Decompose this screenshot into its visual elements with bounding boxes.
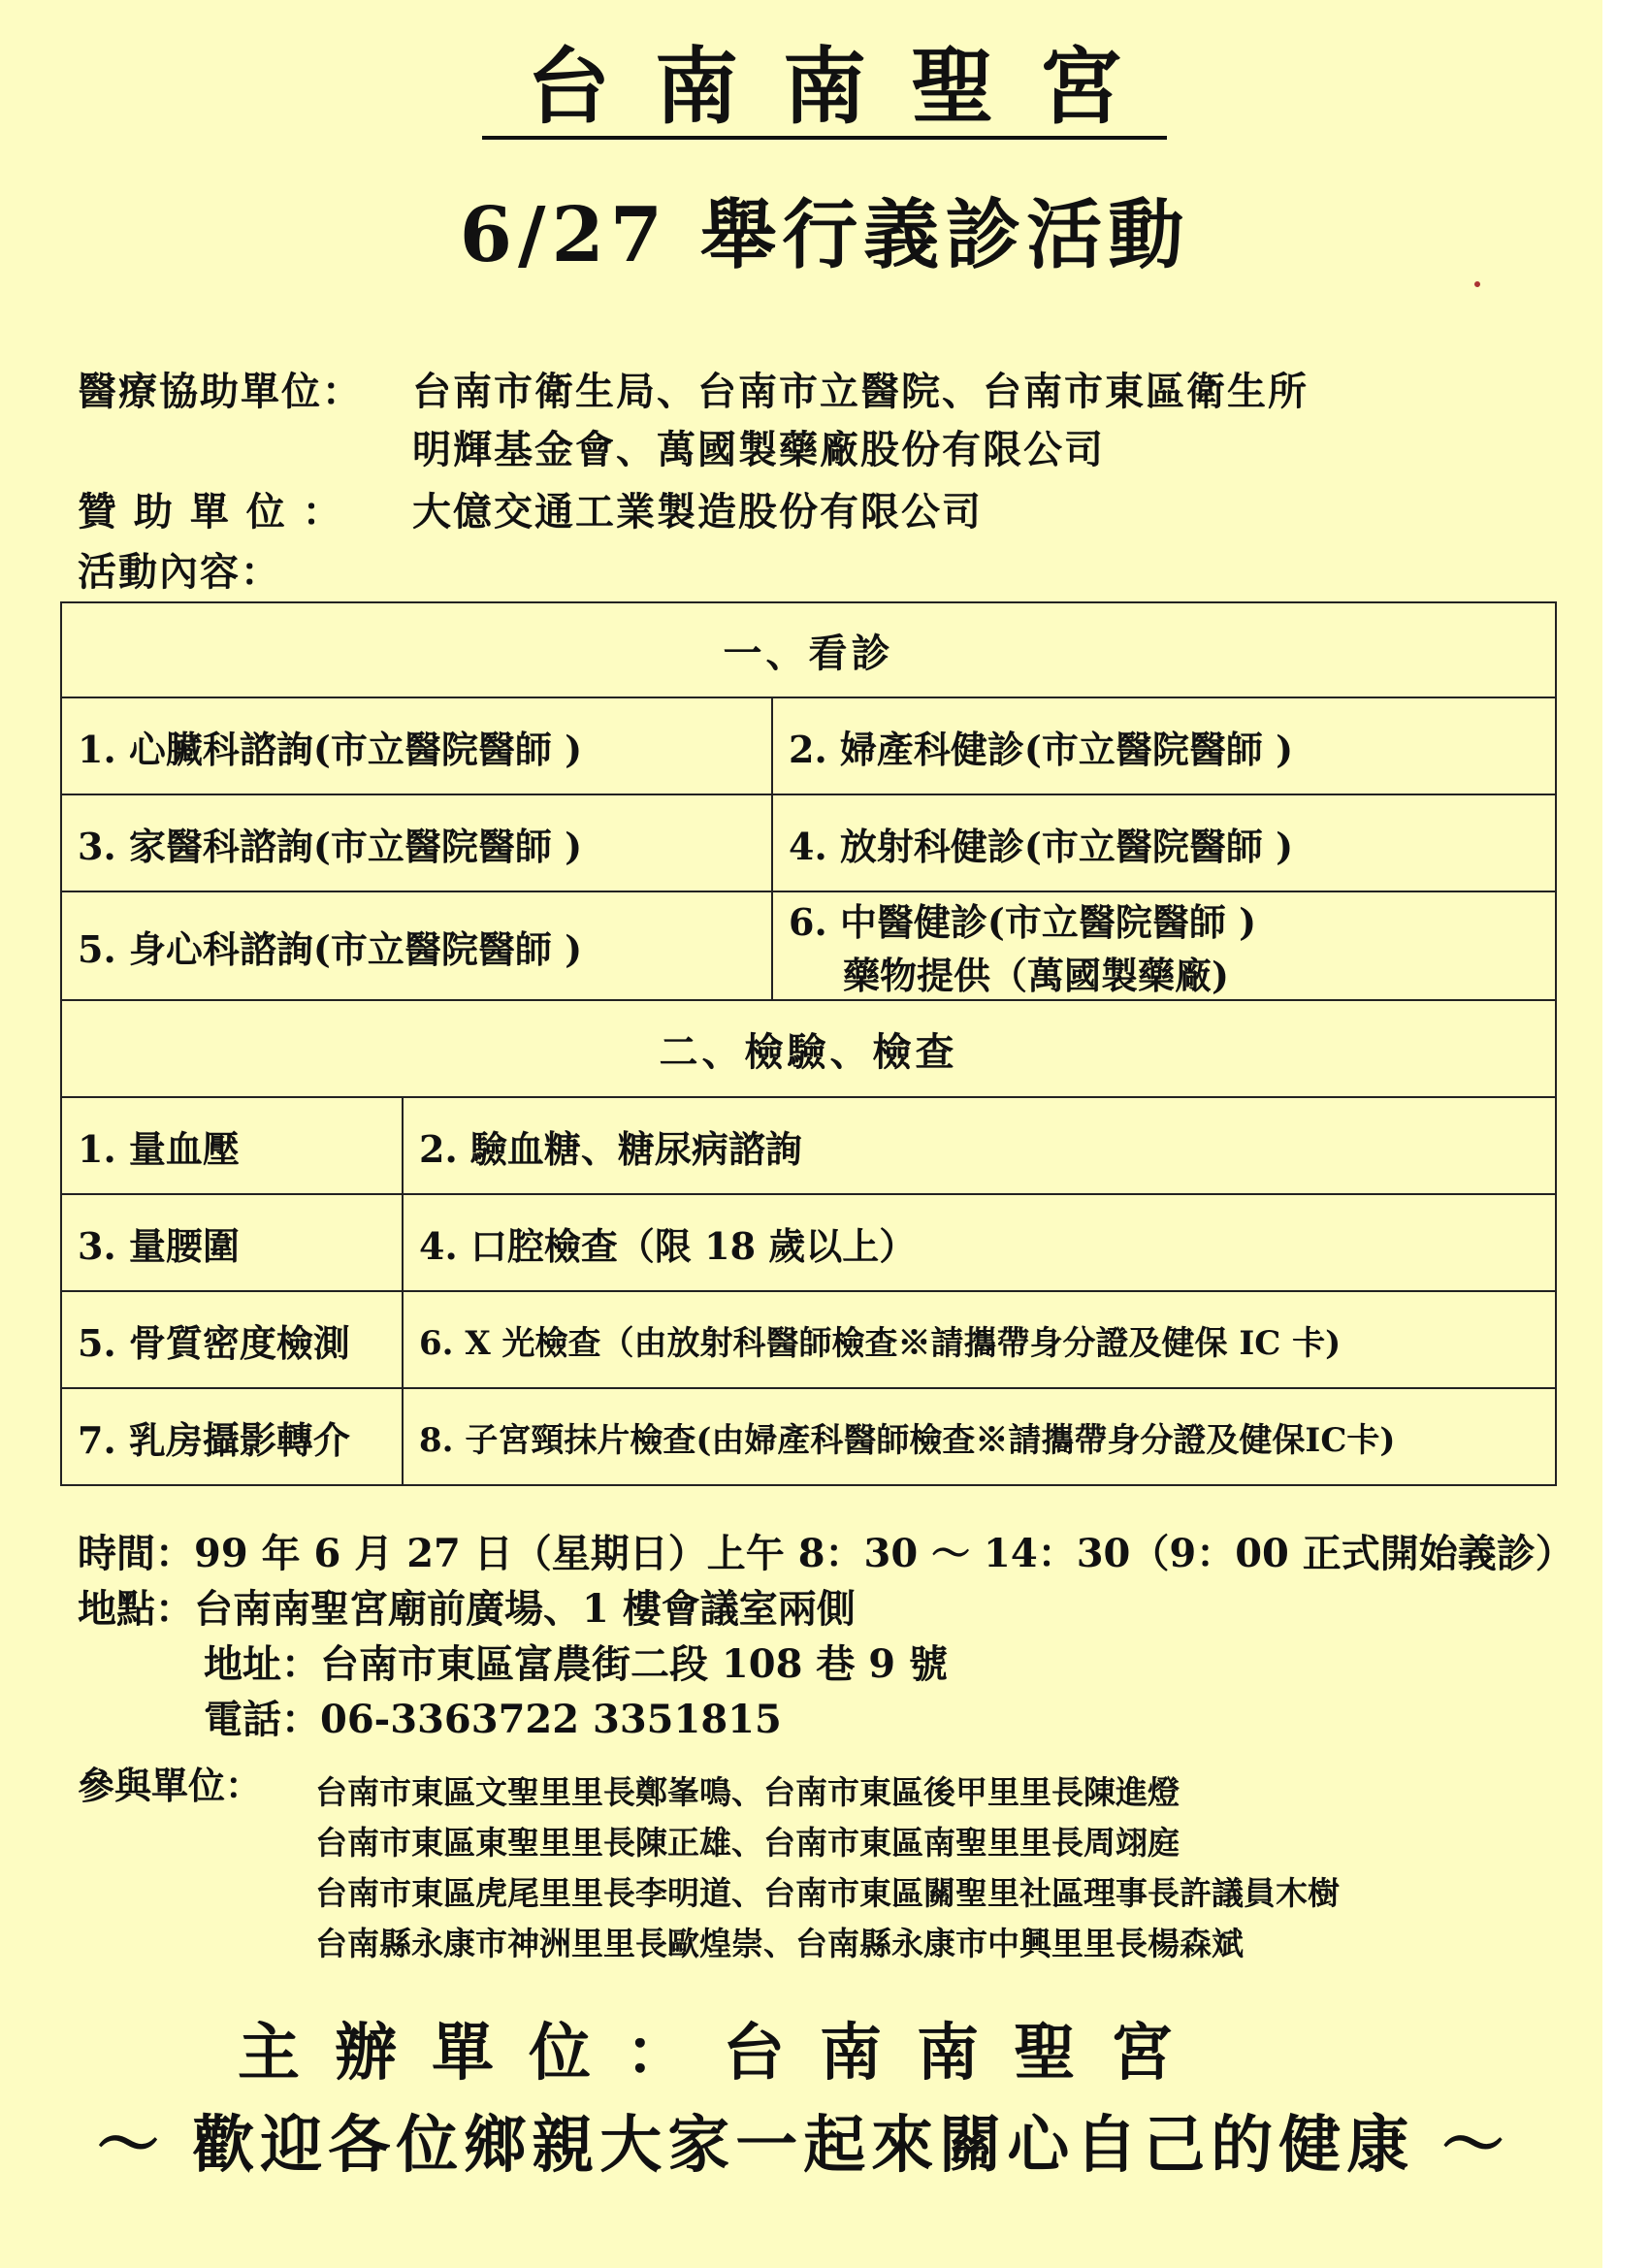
section2-title: 二、檢驗、檢查 [61,1000,1556,1097]
section2-item-6: 6. X 光檢查（由放射科醫師檢查※請攜帶身分證及健保 IC 卡) [403,1291,1556,1388]
table-row [61,1388,1556,1485]
event-phone: 電話：06-3363722 3351815 [204,1697,782,1742]
sponsor-row [78,481,983,536]
section1-item-6-note: 藥物提供（萬國製藥廠) [843,954,1229,997]
temple-title [0,39,1649,140]
section1-item-6: 6. 中醫健診(市立醫院醫師 ) [789,900,1257,944]
table-row [61,1291,1556,1388]
section1-item-4: 4. 放射科健診(市立醫院醫師 ) [772,794,1556,891]
sponsor-value: 大億交通工業製造股份有限公司 [412,489,983,535]
organizer: 主辦單位：台南南聖宮 [238,2017,1208,2090]
medical-units-line1: 台南市衛生局、台南市立醫院、台南市東區衛生所 [412,369,1309,414]
section1-item-3: 3. 家醫科諮詢(市立醫院醫師 ) [61,794,772,891]
content-label: 活動內容： [78,549,281,595]
welcome-message: ～ 歡迎各位鄉親大家一起來關心自己的健康 ～ [97,2109,1510,2182]
section2-item-8: 8. 子宮頸抹片檢查(由婦產科醫師檢查※請攜帶身分證及健保IC卡) [403,1388,1556,1485]
section2-item-5: 5. 骨質密度檢測 [61,1291,403,1388]
ink-speck [1474,281,1480,287]
event-address: 地址：台南市東區富農街二段 108 巷 9 號 [204,1641,949,1687]
table-row [61,794,1556,891]
event-title: 6/27 舉行義診活動 [459,191,1190,279]
table-row [61,1194,1556,1291]
section1-item-1: 1. 心臟科諮詢(市立醫院醫師 ) [61,697,772,794]
temple-name: 台南南聖宮 [482,39,1167,140]
list-item: 台南市東區文聖里里長鄭峯鳴、台南市東區後甲里里長陳進燈 [315,1773,1180,1811]
table-row [61,697,1556,794]
table-row [61,1097,1556,1194]
medical-units-row [78,361,1309,416]
event-time: 時間：99 年 6 月 27 日（星期日）上午 8：30 ～ 14：30（9：00 正式開始義診） [78,1531,1574,1576]
activity-table [60,601,1557,1486]
section2-item-3: 3. 量腰圍 [61,1194,403,1291]
list-item: 台南縣永康市神洲里里長歐煌崇、台南縣永康市中興里里長楊森斌 [315,1925,1244,1962]
sponsor-label: 贊 助 單 位 ： [78,489,343,535]
list-item: 台南市東區虎尾里里長李明道、台南市東區關聖里社區理事長許議員木樹 [315,1874,1340,1912]
section1-title: 一、看診 [61,602,1556,697]
event-place: 地點：台南南聖宮廟前廣場、1 樓會議室兩側 [78,1586,856,1632]
section2-item-7: 7. 乳房攝影轉介 [61,1388,403,1485]
section1-item-6-cell [772,891,1556,1000]
list-item: 台南市東區東聖里里長陳正雄、台南市東區南聖里里長周翊庭 [315,1824,1180,1862]
participants-label: 參與單位： [78,1764,263,1807]
section2-item-2: 2. 驗血糖、糖尿病諮詢 [403,1097,1556,1194]
section2-item-1: 1. 量血壓 [61,1097,403,1194]
section2-item-4: 4. 口腔檢查（限 18 歲以上） [403,1194,1556,1291]
section2-header-row [61,1000,1556,1097]
medical-units-label: 醫療協助單位： [78,369,363,414]
medical-units-line2: 明輝基金會、萬國製藥廠股份有限公司 [412,427,1105,472]
section1-item-2: 2. 婦產科健診(市立醫院醫師 ) [772,697,1556,794]
table-row [61,891,1556,1000]
section1-item-5: 5. 身心科諮詢(市立醫院醫師 ) [61,891,772,1000]
participants-list [315,1767,1340,1969]
section1-header-row [61,602,1556,697]
